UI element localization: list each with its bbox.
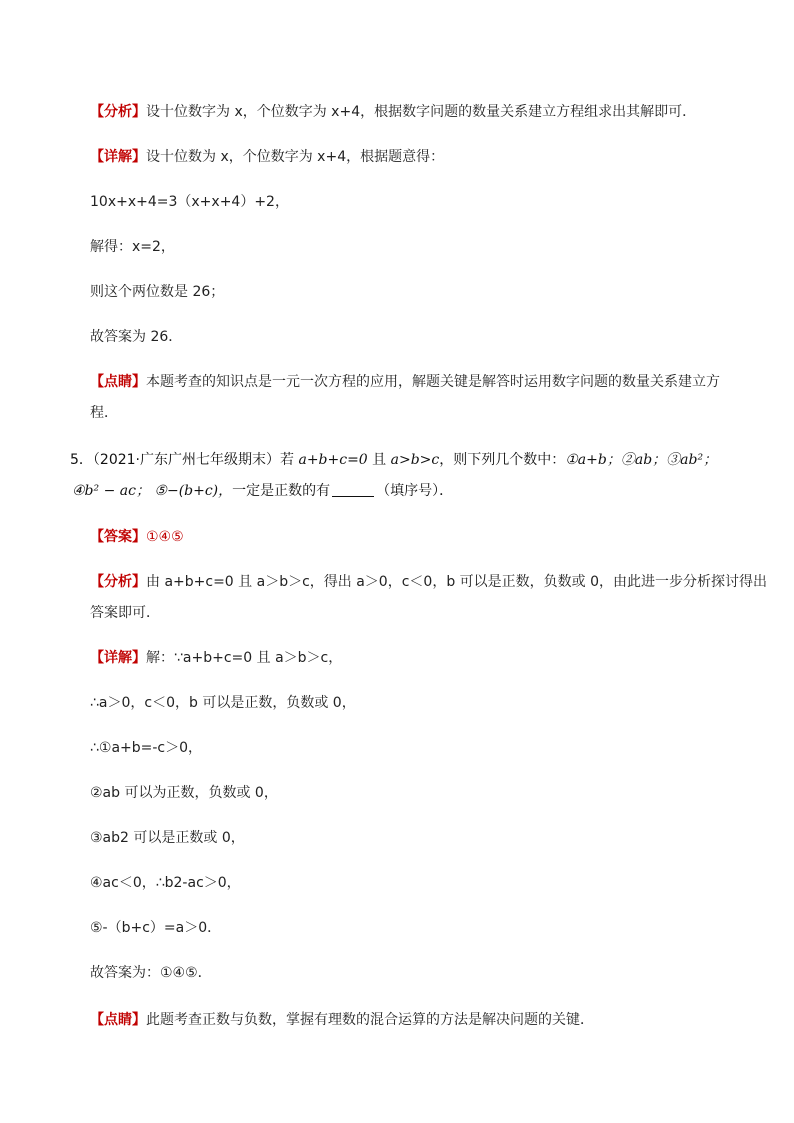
condition-order: a>b>c [390,452,440,468]
condition-and: 且 [367,452,391,468]
question-number: 5． [70,452,93,468]
detail-text: 设十位数为 x，个位数字为 x+4，根据题意得： [146,149,445,165]
detail-5-line-1: ∴a＞0，c＜0，b 可以是正数，负数或 0， [90,695,356,711]
question-5-line-1 [70,450,717,470]
analysis-4 [90,102,696,122]
comment-5 [90,1010,594,1030]
detail-5-line-3: ②ab 可以为正数，负数或 0， [90,785,278,801]
detail-5 [90,648,342,668]
detail-5-line-6: ⑤-（b+c）=a＞0． [90,920,222,936]
detail-4-line-1: 10x+x+4=3（x+x+4）+2， [90,194,289,210]
detail-tag: 【详解】 [90,650,146,666]
analysis-text: 设十位数字为 x，个位数字为 x+4，根据数字问题的数量关系建立方程组求出其解即可． [146,104,697,120]
detail-4-line-4: 故答案为 26． [90,329,183,345]
detail-5-line-4: ③ab2 可以是正数或 0， [90,830,245,846]
comment-4-cont: 程． [90,405,118,421]
option-4: ④b² − ac； [72,483,150,499]
detail-5-line-2: ∴①a+b=-c＞0， [90,740,203,756]
question-5-line-2 [72,481,453,501]
detail-4-line-2: 解得：x=2， [90,239,175,255]
analysis-text-1: 由 a+b+c=0 且 a＞b＞c，得出 a＞0，c＜0，b 可以是正数，负数或 0，由此进一步分析探讨得出 [146,574,768,590]
comment-tag: 【点睛】 [90,1012,146,1028]
answer-text: ①④⑤ [146,529,184,545]
comment-text-1: 本题考查的知识点是一元一次方程的应用，解题关键是解答时运用数字问题的数量关系建立方 [146,374,720,390]
condition-sum: a+b+c=0 [298,452,368,468]
question-tail-2: （填序号）． [376,483,454,499]
question-source: （2021·广东广州七年级期末）若 [92,452,295,468]
option-5: ⑤−(b+c)， [154,483,233,499]
question-tail: 一定是正数的有 [232,483,331,499]
answer-5 [90,527,184,547]
analysis-5-cont: 答案即可． [90,605,160,621]
comment-text: 此题考查正数与负数，掌握有理数的混合运算的方法是解决问题的关键． [146,1012,594,1028]
analysis-tag: 【分析】 [90,574,146,590]
detail-text: 解：∵a+b+c=0 且 a＞b＞c， [146,650,343,666]
analysis-tag: 【分析】 [90,104,146,120]
detail-4 [90,147,444,167]
detail-5-line-7: 故答案为：①④⑤． [90,965,212,981]
option-3: ③ab²； [666,452,718,468]
comment-tag: 【点睛】 [90,374,146,390]
answer-tag: 【答案】 [90,529,146,545]
detail-tag: 【详解】 [90,149,146,165]
question-mid: ，则下列几个数中： [439,452,566,468]
comment-4 [90,372,720,392]
detail-4-line-3: 则这个两位数是 26； [90,284,225,300]
option-2: ②ab； [620,452,667,468]
answer-blank [332,482,374,497]
detail-5-line-5: ④ac＜0，∴b2-ac＞0， [90,875,241,891]
option-1: ①a+b； [565,452,621,468]
analysis-5 [90,572,767,592]
